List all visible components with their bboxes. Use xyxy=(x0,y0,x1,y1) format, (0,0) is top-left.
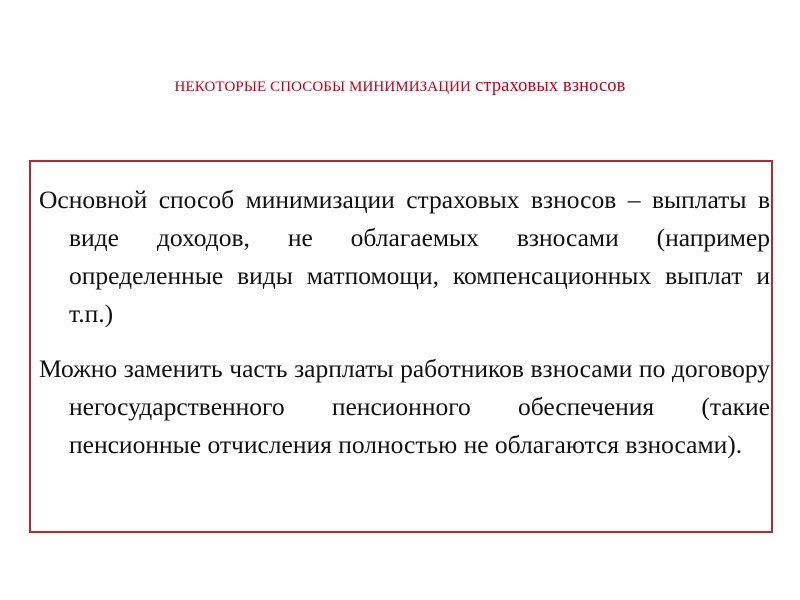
slide-title xyxy=(0,76,800,97)
content-box xyxy=(29,160,773,533)
slide-title-caps: НЕКОТОРЫЕ СПОСОБЫ МИНИМИЗАЦИИ xyxy=(174,79,471,95)
slide-title-lower: страховых взносов xyxy=(475,76,626,96)
body-paragraph-main-method: Основной способ минимизации страховых взносов – выплаты в виде доходов, не облагаемых взносами (например определенные виды матпомощи, компенсационных выплат и т.п.) xyxy=(39,185,770,328)
body-paragraph-pension-option: Можно заменить часть зарплаты работников взносами по договору негосударственного пенсионного обеспечения (такие пенсионные отчисления полностью не облагаются взносами). xyxy=(39,354,770,459)
